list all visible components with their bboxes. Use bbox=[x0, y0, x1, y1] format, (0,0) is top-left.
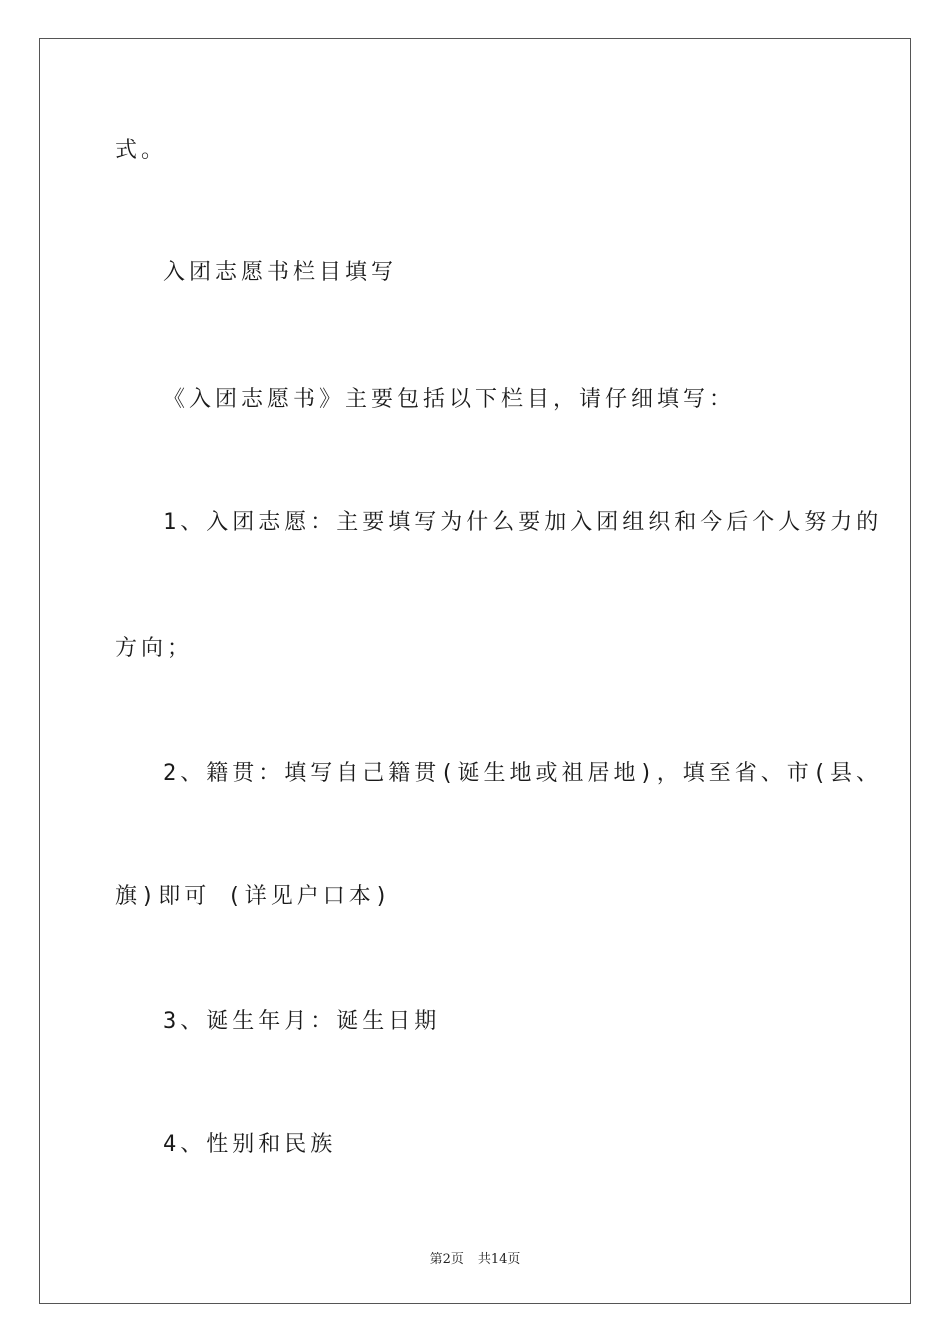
item-2-line-1: 2、籍贯：填写自己籍贯(诞生地或祖居地)，填至省、市(县、 bbox=[163, 761, 882, 786]
item-3: 3、诞生年月：诞生日期 bbox=[163, 1009, 441, 1034]
item-4: 4、性别和民族 bbox=[163, 1132, 337, 1157]
item-2-line-2: 旗)即可 (详见户口本) bbox=[115, 884, 392, 909]
item-1-line-1: 1、入团志愿：主要填写为什么要加入团组织和今后个人努力的 bbox=[163, 510, 883, 535]
section-heading: 入团志愿书栏目填写 bbox=[163, 260, 398, 285]
page-number: 第2页 bbox=[429, 1252, 464, 1267]
text-line-continuation: 式。 bbox=[115, 138, 168, 163]
page-total: 共14页 bbox=[477, 1252, 521, 1267]
intro-paragraph: 《入团志愿书》主要包括以下栏目，请仔细填写： bbox=[163, 387, 736, 412]
item-1-line-2: 方向； bbox=[115, 636, 194, 661]
page-frame bbox=[39, 38, 911, 1304]
page-footer bbox=[0, 1248, 950, 1267]
